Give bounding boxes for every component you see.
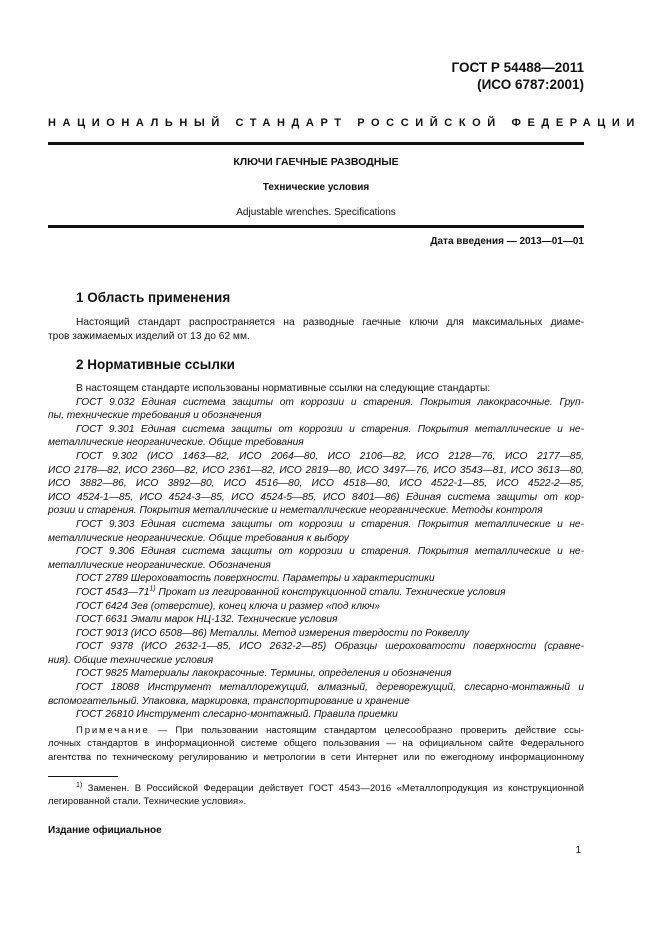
footnote-divider xyxy=(48,776,118,777)
introduction-date: Дата введения — 2013—01—01 xyxy=(430,236,584,247)
english-title: Adjustable wrenches. Specifications xyxy=(236,207,396,218)
official-edition-label: Издание официальное xyxy=(48,825,162,836)
document-title: КЛЮЧИ ГАЕЧНЫЕ РАЗВОДНЫЕ xyxy=(233,156,399,168)
reference-gost-9013: ГОСТ 9013 (ИСО 6508—86) Металлы. Метод измерения твердости по Роквеллу xyxy=(76,627,470,639)
reference-gost-9-303: ГОСТ 9.303 Единая система защиты от коррозии и старения. Покрытия металлические и не- металлические неорганические. Общие требования к выбору xyxy=(48,518,584,544)
section-1-body xyxy=(48,316,584,343)
footnote-marker: 1) xyxy=(76,781,83,789)
reference-gost-26810: ГОСТ 26810 Инструмент слесарно-монтажный. Правила приемки xyxy=(76,709,398,721)
note-label: Примечание xyxy=(76,724,150,736)
page-number: 1 xyxy=(575,845,581,856)
reference-gost-9378: ГОСТ 9378 (ИСО 2632-1—85, ИСО 2632-2—85) Образцы шероховатости поверхности (сравне- ния). Общие технические условия xyxy=(48,641,584,666)
section-2-body xyxy=(48,382,584,765)
reference-gost-9-302: ГОСТ 9.302 (ИСО 1463—82, ИСО 2064—80, ИСО 2106—82, ИСО 2128—76, ИСО 2177—85, ИСО 2178—82, ИСО 2360—82, ИСО 2361—82, ИСО 2819—80, ИСО 3497—76, ИСО 3543—81, ИСО 3613—80, ИСО 3882—86, ИСО 3892—80, ИСО 4516—80, ИСО 4518—80, ИСО 4522-1—85, ИСО 4522-2—85, ИСО 4524-1—85, ИСО 4524-3—85, ИСО 4524-5—85, ИСО 8401—86) Единая система защиты от кор- розии и старения. Покрытия металлические и неметаллические неорганические. Методы контроля xyxy=(48,450,584,517)
section-1-line: тров зажимаемых изделий от 13 до 62 мм. xyxy=(48,330,250,342)
reference-gost-4543: ГОСТ 4543—71$^{1)}$ Прокат из легированной конструкционной стали. Технические условия xyxy=(76,585,506,598)
standard-number: ГОСТ Р 54488—2011 xyxy=(451,60,584,75)
reference-gost-9-306: ГОСТ 9.306 Единая система защиты от коррозии и старения. Покрытия металлические и не- металлические неорганические. Обозначения xyxy=(48,546,584,571)
iso-number: (ИСО 6787:2001) xyxy=(477,77,584,92)
national-standard-banner: НАЦИОНАЛЬНЫЙ СТАНДАРТ РОССИЙСКОЙ ФЕДЕРАЦИИ xyxy=(48,117,641,129)
note-block: Примечание — При пользовании настоящим стандартом целесообразно проверить действие ссы- лочных стандартов в информационной системе общего пользования — на официальном сайте Федерального агентства по техническому регулированию и метрологии в сети Интернет или по ежегодному информационному xyxy=(48,724,584,764)
top-divider xyxy=(48,142,584,145)
reference-gost-9-301: ГОСТ 9.301 Единая система защиты от коррозии и старения. Покрытия металлические и не- металлические неорганические. Общие требования xyxy=(48,423,584,449)
section-1-line: Настоящий стандарт распространяется на разводные гаечные ключи для максимальных диаме- xyxy=(76,317,584,328)
reference-gost-9825: ГОСТ 9825 Материалы лакокрасочные. Термины, определения и обозначения xyxy=(76,668,452,680)
reference-gost-18088: ГОСТ 18088 Инструмент металлорежущий, алмазный, дереворежущий, слесарно-монтажный и вспомогательный. Упаковка, маркировка, транспортирование и хранение xyxy=(48,682,584,707)
section-1-heading: 1 Область применения xyxy=(76,290,231,305)
footnote-marker: 1) xyxy=(149,585,156,593)
document-subtitle: Технические условия xyxy=(262,182,370,193)
reference-gost-6424: ГОСТ 6424 Зев (отверстие), конец ключа и размер «под ключ» xyxy=(76,600,381,612)
reference-gost-6631: ГОСТ 6631 Эмали марок НЦ-132. Технические условия xyxy=(76,614,338,626)
section-2-intro: В настоящем стандарте использованы нормативные ссылки на следующие стандарты: xyxy=(76,383,491,394)
title-divider xyxy=(48,225,584,228)
section-2-heading: 2 Нормативные ссылки xyxy=(76,357,235,372)
reference-gost-9-032: ГОСТ 9.032 Единая система защиты от коррозии и старения. Покрытия лакокрасочные. Груп- пы, технические требования и обозначения xyxy=(48,396,584,422)
footnote: $^{1)}$ Заменен. В Российской Федерации действует ГОСТ 4543—2016 «Металлопродукция из конструкционной легированной стали. Технические условия». xyxy=(48,781,584,807)
reference-gost-2789: ГОСТ 2789 Шероховатость поверхности. Параметры и характеристики xyxy=(76,573,435,585)
